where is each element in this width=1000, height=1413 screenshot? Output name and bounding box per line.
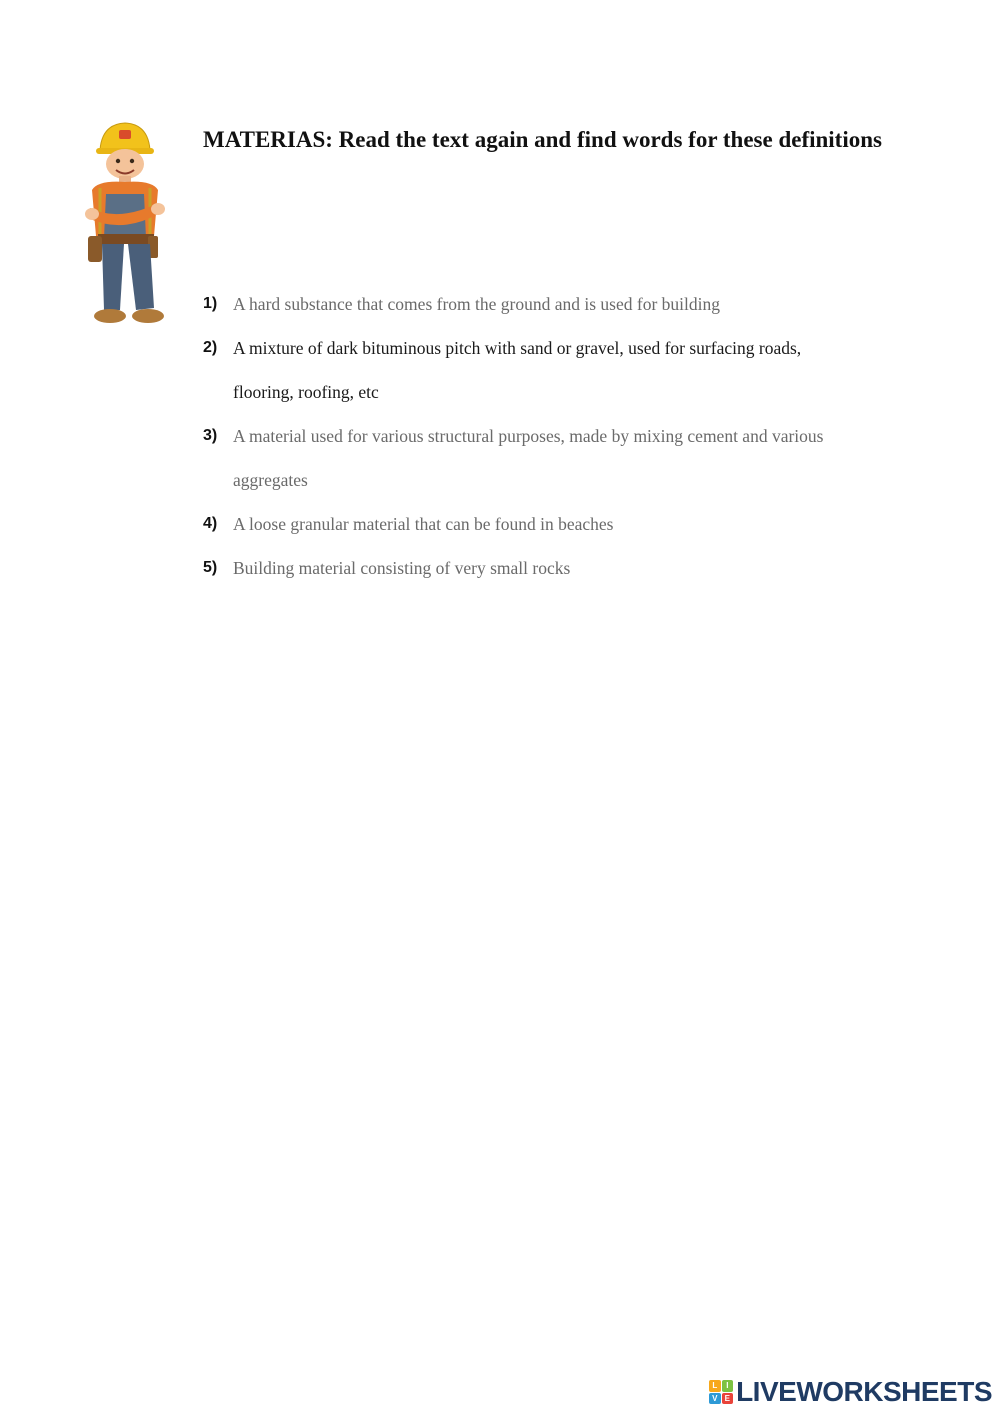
badge-letter: E xyxy=(722,1393,734,1405)
definition-text: Building material consisting of very small rocks xyxy=(233,558,571,578)
definition-text: A hard substance that comes from the ground and is used for building xyxy=(233,294,720,314)
item-number: 3) xyxy=(203,427,218,444)
definition-text: A loose granular material that can be found in beaches xyxy=(233,514,614,534)
item-number: 5) xyxy=(203,559,218,576)
list-item xyxy=(203,414,863,502)
definitions-list xyxy=(203,282,863,590)
brand-name: LIVEWORKSHEETS xyxy=(736,1376,992,1407)
item-number: 2) xyxy=(203,339,218,356)
definition-text: A mixture of dark bituminous pitch with sand or gravel, used for surfacing roads, flooring, roofing, etc xyxy=(233,338,802,402)
definition-text: A material used for various structural purposes, made by mixing cement and various aggregates xyxy=(233,426,824,490)
liveworksheets-logo xyxy=(709,1377,992,1407)
badge-letter: V xyxy=(709,1393,721,1405)
badge-letter: I xyxy=(722,1380,734,1392)
page-title: MATERIAS: Read the text again and find words for these definitions xyxy=(203,127,882,152)
list-item xyxy=(203,546,863,590)
logo-badge-icon xyxy=(709,1380,733,1404)
badge-letter: L xyxy=(709,1380,721,1392)
item-number: 4) xyxy=(203,515,218,532)
construction-worker-icon xyxy=(78,118,178,328)
list-item xyxy=(203,502,863,546)
list-item xyxy=(203,282,863,326)
item-number: 1) xyxy=(203,295,218,312)
list-item xyxy=(203,326,863,414)
